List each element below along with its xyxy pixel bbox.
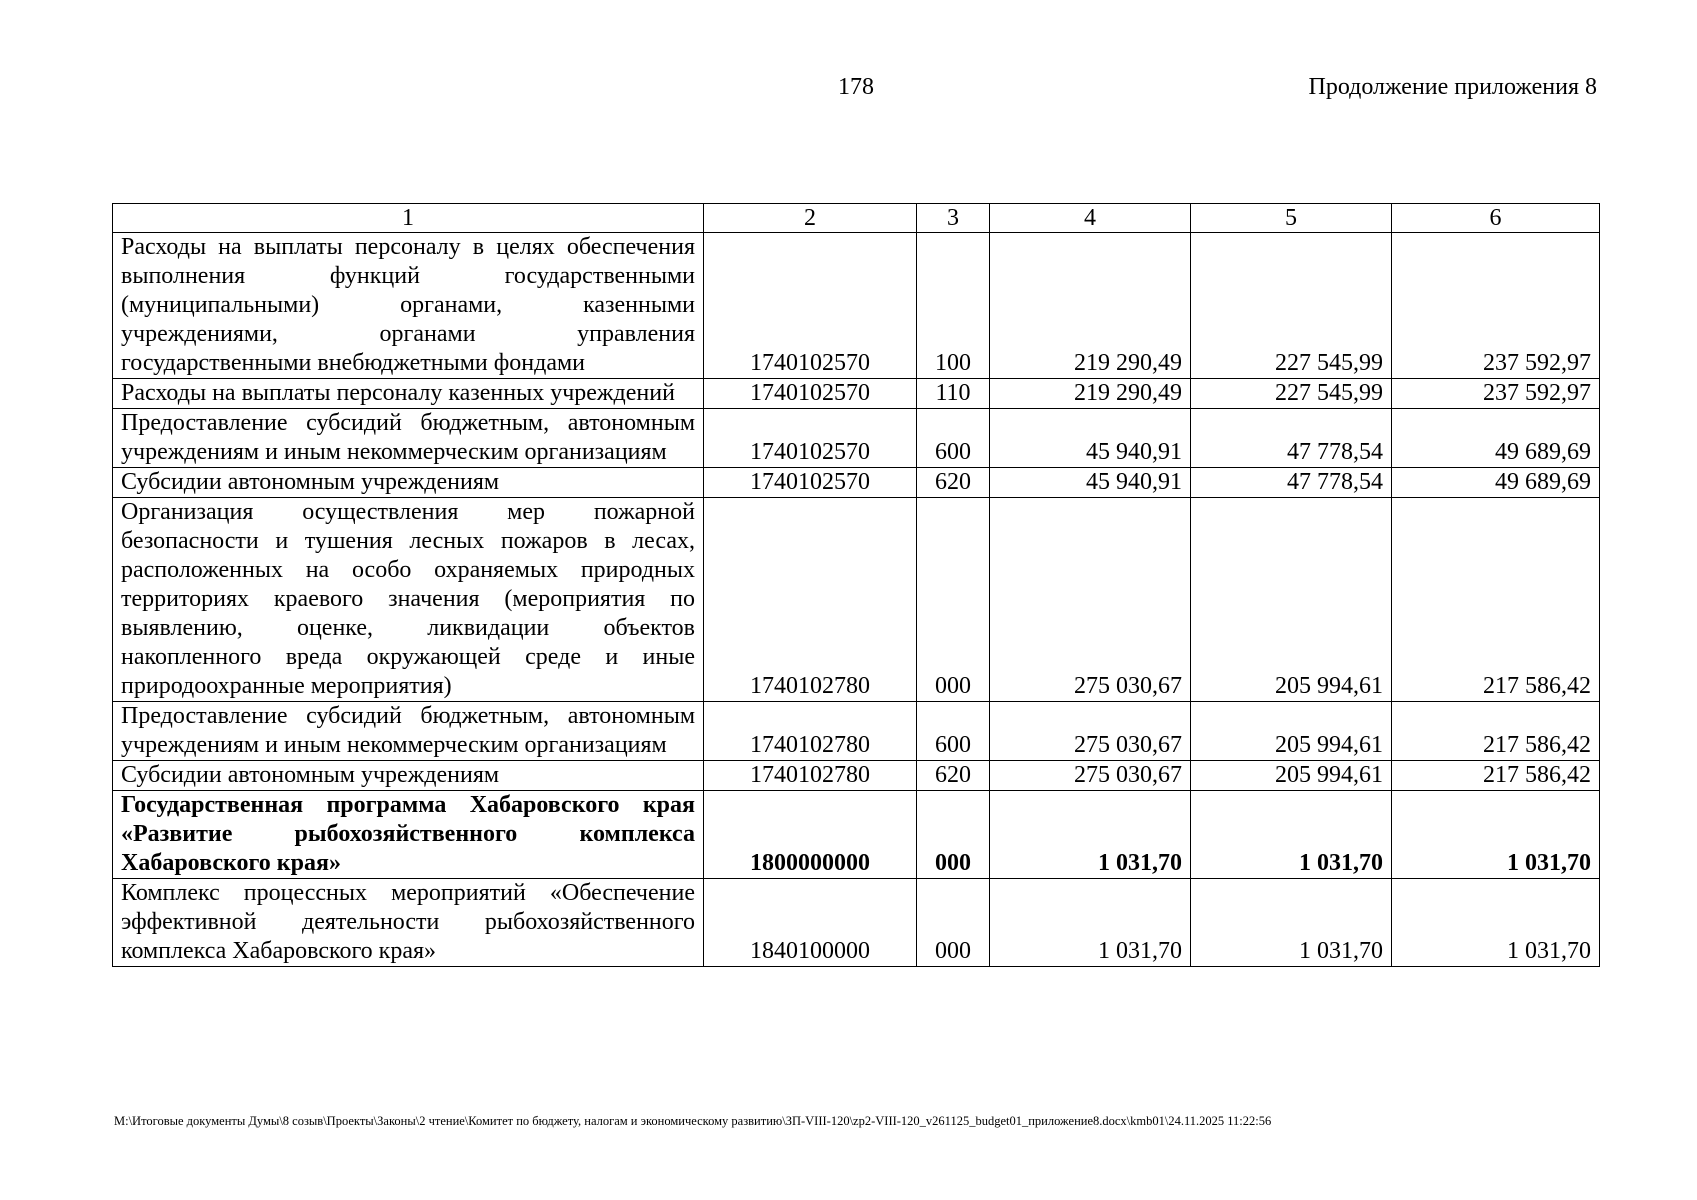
row-value-4: 45 940,91	[990, 409, 1191, 468]
table-row	[113, 702, 1600, 761]
row-code: 1740102570	[704, 379, 917, 409]
row-name: Организация осуществления мер пожарной безопасности и тушения лесных пожаров в лесах, расположенных на особо охраняемых природных территориях краевого значения (мероприятия по выявлению, оценке, ликвидации объектов накопленного вреда окружающей среде и иные природоохранные мероприятия)	[113, 498, 704, 702]
column-header-3: 3	[917, 204, 990, 233]
row-code: 1740102780	[704, 761, 917, 791]
budget-table	[112, 203, 1600, 967]
row-value-5: 1 031,70	[1191, 879, 1392, 967]
table-row	[113, 468, 1600, 498]
row-type: 620	[917, 761, 990, 791]
row-value-5: 227 545,99	[1191, 379, 1392, 409]
column-header-1: 1	[113, 204, 704, 233]
row-value-4: 275 030,67	[990, 761, 1191, 791]
row-type: 110	[917, 379, 990, 409]
table-row	[113, 379, 1600, 409]
table-row	[113, 409, 1600, 468]
page-number: 178	[838, 74, 874, 100]
row-name: Комплекс процессных мероприятий «Обеспечение эффективной деятельности рыбохозяйственного комплекса Хабаровского края»	[113, 879, 704, 967]
row-value-5: 227 545,99	[1191, 233, 1392, 379]
table-row	[113, 761, 1600, 791]
row-value-5: 47 778,54	[1191, 468, 1392, 498]
row-name: Расходы на выплаты персоналу в целях обеспечения выполнения функций государственными (муниципальными) органами, казенными учреждениями, органами управления государственными внебюджетными фондами	[113, 233, 704, 379]
row-name: Государственная программа Хабаровского края «Развитие рыбохозяйственного комплекса Хабаровского края»	[113, 791, 704, 879]
column-header-6: 6	[1392, 204, 1600, 233]
row-value-4: 1 031,70	[990, 879, 1191, 967]
row-type: 100	[917, 233, 990, 379]
row-value-6: 1 031,70	[1392, 791, 1600, 879]
row-code: 1840100000	[704, 879, 917, 967]
row-type: 000	[917, 498, 990, 702]
row-value-6: 237 592,97	[1392, 379, 1600, 409]
row-type: 600	[917, 702, 990, 761]
row-value-5: 47 778,54	[1191, 409, 1392, 468]
row-name: Предоставление субсидий бюджетным, автономным учреждениям и иным некоммерческим организациям	[113, 409, 704, 468]
row-value-4: 275 030,67	[990, 498, 1191, 702]
row-value-6: 237 592,97	[1392, 233, 1600, 379]
column-header-4: 4	[990, 204, 1191, 233]
row-value-6: 49 689,69	[1392, 468, 1600, 498]
row-value-6: 1 031,70	[1392, 879, 1600, 967]
row-value-6: 217 586,42	[1392, 761, 1600, 791]
table-row	[113, 233, 1600, 379]
row-value-5: 205 994,61	[1191, 761, 1392, 791]
column-header-5: 5	[1191, 204, 1392, 233]
row-type: 000	[917, 879, 990, 967]
row-value-4: 1 031,70	[990, 791, 1191, 879]
row-name: Расходы на выплаты персоналу казенных учреждений	[113, 379, 704, 409]
row-value-6: 217 586,42	[1392, 498, 1600, 702]
row-code: 1740102780	[704, 702, 917, 761]
row-code: 1740102570	[704, 233, 917, 379]
table-row-program	[113, 791, 1600, 879]
row-code: 1800000000	[704, 791, 917, 879]
row-name: Предоставление субсидий бюджетным, автономным учреждениям и иным некоммерческим организациям	[113, 702, 704, 761]
row-code: 1740102570	[704, 468, 917, 498]
row-value-4: 45 940,91	[990, 468, 1191, 498]
row-name: Субсидии автономным учреждениям	[113, 761, 704, 791]
table-row	[113, 498, 1600, 702]
row-value-4: 219 290,49	[990, 379, 1191, 409]
row-code: 1740102780	[704, 498, 917, 702]
row-value-6: 49 689,69	[1392, 409, 1600, 468]
row-value-6: 217 586,42	[1392, 702, 1600, 761]
row-value-5: 205 994,61	[1191, 702, 1392, 761]
continuation-label: Продолжение приложения 8	[1308, 74, 1597, 100]
row-type: 620	[917, 468, 990, 498]
row-value-5: 205 994,61	[1191, 498, 1392, 702]
column-header-2: 2	[704, 204, 917, 233]
row-name: Субсидии автономным учреждениям	[113, 468, 704, 498]
column-number-row	[113, 204, 1600, 233]
file-path-footer: M:\Итоговые документы Думы\8 созыв\Проекты\Законы\2 чтение\Комитет по бюджету, налогам и экономическому развитию\ЗП-VIII-120\zp2-VIII-120_v261125_budget01_приложение8.docx\kmb01\24.11.2025 11:22:56	[114, 1114, 1272, 1128]
row-type: 600	[917, 409, 990, 468]
row-value-4: 219 290,49	[990, 233, 1191, 379]
row-type: 000	[917, 791, 990, 879]
row-value-4: 275 030,67	[990, 702, 1191, 761]
row-code: 1740102570	[704, 409, 917, 468]
row-value-5: 1 031,70	[1191, 791, 1392, 879]
table-row	[113, 879, 1600, 967]
